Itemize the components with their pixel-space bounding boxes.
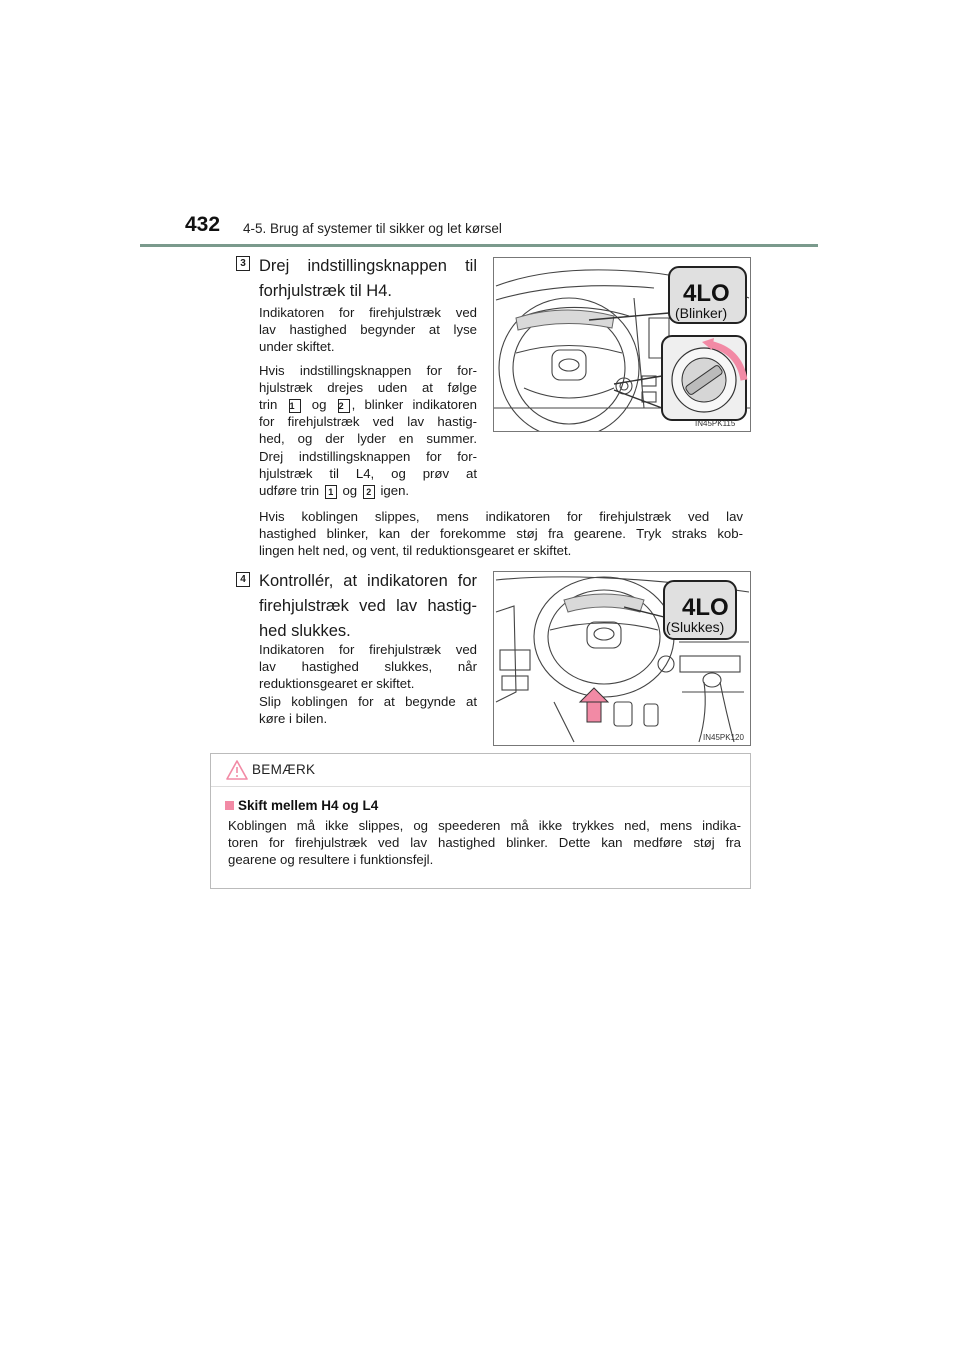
step-ref-2: 2 <box>338 399 350 413</box>
figure-code: IN45PK115 <box>695 419 736 428</box>
bullet-square-icon <box>225 801 234 810</box>
step-4-body: Indikatoren for firehjulstræk ved lav hastighed slukkes, når reduktionsgearet er skiftet. Slip koblingen for at begynde at køre i bilen. <box>259 642 477 726</box>
callout-title: 4LO <box>682 594 729 621</box>
figure-dashboard-4lo-off <box>493 571 751 746</box>
step-ref-2: 2 <box>363 485 375 499</box>
callout-subtitle: (Slukkes) <box>666 619 725 635</box>
step-3-body: Indikatoren for firehjulstræk ved lav hastighed begynder at lyse under skiftet. Hvis indstillingsknappen for for- hjulstræk drejes uden at følge trin 1 og 2 , blinker indikatoren for firehjulstræk ved lav hastig- hed, og der lyder en summer. Drej indstillingsknappen for for- hjulstræk til L4, og prøv at udføre trin 1 og 2 igen. <box>259 305 478 499</box>
warning-triangle-icon <box>225 759 249 781</box>
header-rule <box>140 244 818 247</box>
notice-box <box>210 753 751 889</box>
notice-label: BEMÆRK <box>252 762 316 777</box>
callout-subtitle: (Blinker) <box>675 305 728 321</box>
step-4-badge: 4 <box>236 572 250 587</box>
figure-code: IN45PK120 <box>703 733 744 742</box>
step-3-warning-text: Hvis koblingen slippes, mens indikatoren for firehjulstræk ved lav hastighed blinker, kan der forekomme støj fra gearene. Tryk straks kob- lingen helt ned, og vent, til reduktionsgearet er skiftet. <box>259 509 743 559</box>
page-number: 432 <box>185 213 221 236</box>
step-ref-1: 1 <box>289 399 301 413</box>
callout-title: 4LO <box>683 280 730 307</box>
figure-dashboard-4lo-blinking <box>493 257 751 432</box>
notice-heading: Skift mellem H4 og L4 <box>225 798 378 813</box>
step-4-heading: Kontrollér, at indikatoren for firehjulstræk ved lav hastig- hed slukkes. <box>259 572 477 640</box>
step-3-badge: 3 <box>236 256 250 271</box>
section-title: 4-5. Brug af systemer til sikker og let kørsel <box>243 221 502 236</box>
notice-text: Koblingen må ikke slippes, og speederen må ikke trykkes ned, mens indika- toren for firehjulstræk ved lav hastighed blinker. Dette kan medføre støj fra gearene og resultere i funktionsfejl. <box>228 818 741 868</box>
notice-header <box>211 754 750 787</box>
step-3-heading: Drej indstillingsknappen til forhjulstræk til H4. <box>259 257 477 300</box>
step-ref-1: 1 <box>325 485 337 499</box>
